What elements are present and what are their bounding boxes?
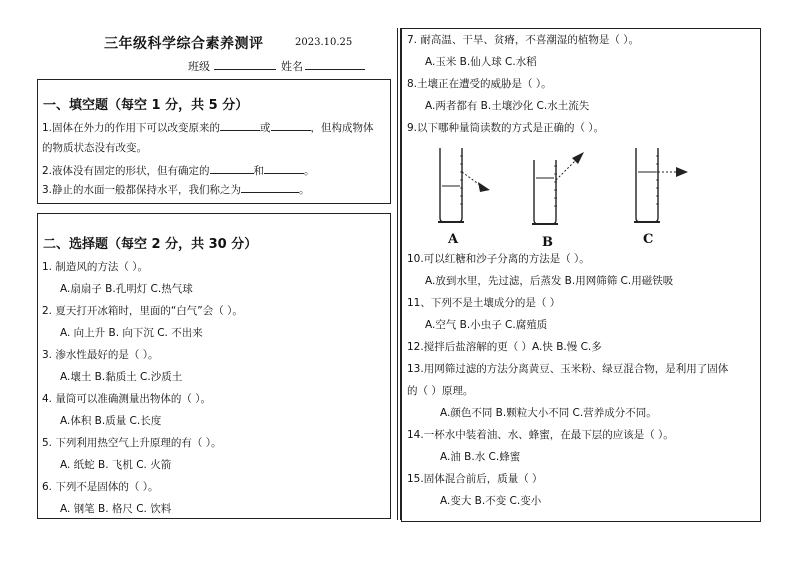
name-label: 姓名 <box>281 60 303 73</box>
fill-q1-blank2[interactable] <box>271 120 311 131</box>
q14-stem: 14.一杯水中装着油、水、蜂蜜，在最下层的应该是（ ）。 <box>407 429 674 441</box>
fill-q1-text-c: ，但构成物体 <box>310 122 374 134</box>
fill-q1-text-a: 1.固体在外力的作用下可以改变原来的 <box>42 122 221 134</box>
cylinder-b-label: B <box>542 235 553 250</box>
cylinder-b-figure <box>524 146 590 228</box>
fill-q2-blank2[interactable] <box>264 163 304 174</box>
column-divider-left <box>397 28 398 520</box>
choice-q5-stem: 5. 下列利用热空气上升原理的有（ ）。 <box>42 437 222 449</box>
fill-q2-text-b: 和 <box>253 165 265 177</box>
q12-stem[interactable]: 12.搅拌后盐溶解的更（ ）A.快 B.慢 C.多 <box>407 341 602 353</box>
choice-q2-stem: 2. 夏天打开冰箱时，里面的“白气”会（ ）。 <box>42 305 243 317</box>
q7-stem: 7. 耐高温、干旱、贫瘠，不喜潮湿的植物是（ ）。 <box>407 34 639 46</box>
q7-options[interactable]: A.玉米 B.仙人球 C.水稻 <box>425 56 537 68</box>
fill-q2 <box>42 163 315 178</box>
choice-q4-options[interactable]: A.体积 B.质量 C.长度 <box>60 415 162 427</box>
choice-q3-stem: 3. 渗水性最好的是（ ）。 <box>42 349 159 361</box>
q9-stem: 9.以下哪种量筒读数的方式是正确的（ ）。 <box>407 122 605 134</box>
cylinder-c-label: C <box>643 232 654 247</box>
fill-q1-line2: 的物质状态没有改变。 <box>42 142 147 154</box>
cylinder-a-label: A <box>448 232 459 247</box>
q8-stem: 8.土壤正在遭受的威胁是（ ）。 <box>407 78 552 90</box>
cylinder-a-figure <box>434 146 496 226</box>
fill-q3-blank[interactable] <box>241 182 299 193</box>
q15-options[interactable]: A.变大 B.不变 C.变小 <box>440 495 542 507</box>
page-title: 三年级科学综合素养测评 <box>104 36 264 52</box>
fill-q1-line1 <box>42 120 374 135</box>
fill-q2-text-a: 2.液体没有固定的形状，但有确定的 <box>42 165 210 177</box>
q11-options[interactable]: A.空气 B.小虫子 C.腐殖质 <box>425 319 548 331</box>
fill-q1-text-b: 或 <box>260 122 271 134</box>
q13-stem: 13.用网筛过滤的方法分离黄豆、玉米粉、绿豆混合物，是利用了固体 <box>407 363 729 375</box>
choice-q5-options[interactable]: A. 纸蛇 B. 飞机 C. 火箭 <box>60 459 172 471</box>
choice-q3-options[interactable]: A.壤土 B.黏质土 C.沙质土 <box>60 371 183 383</box>
q10-options[interactable]: A.放到水里，先过滤，后蒸发 B.用网筛筛 C.用磁铁吸 <box>425 275 674 287</box>
q11-stem: 11、下列不是土壤成分的是（ ） <box>407 297 561 309</box>
class-blank[interactable] <box>214 69 276 70</box>
q8-options[interactable]: A.两者都有 B.土壤沙化 C.水土流失 <box>425 100 590 112</box>
q13-stem-line2: 的（ ）原理。 <box>407 385 474 397</box>
fill-q3-text-b: 。 <box>299 184 310 196</box>
choice-q2-options[interactable]: A. 向上升 B. 向下沉 C. 不出来 <box>60 327 203 339</box>
fill-q1-blank1[interactable] <box>220 120 260 131</box>
name-blank[interactable] <box>305 69 365 70</box>
choice-q6-options[interactable]: A. 钢笔 B. 格尺 C. 饮料 <box>60 503 172 515</box>
fill-q3 <box>42 182 310 197</box>
choice-q1-stem: 1. 制造风的方法（ ）。 <box>42 261 148 273</box>
fill-q2-text-c: 。 <box>304 165 315 177</box>
fill-q3-text-a: 3.静止的水面一般都保持水平，我们称之为 <box>42 184 242 196</box>
class-label: 班级 <box>188 60 210 73</box>
choice-q6-stem: 6. 下列不是固体的（ ）。 <box>42 481 159 493</box>
exam-date: 2023.10.25 <box>295 37 353 48</box>
cylinder-c-figure <box>628 146 692 226</box>
section1-heading: 一、填空题（每空 1 分，共 5 分） <box>43 98 249 113</box>
q15-stem: 15.固体混合前后，质量（ ） <box>407 473 543 485</box>
fill-q2-blank1[interactable] <box>210 163 254 174</box>
choice-q1-options[interactable]: A.扇扇子 B.孔明灯 C.热气球 <box>60 283 193 295</box>
section2-heading: 二、选择题（每空 2 分，共 30 分） <box>43 237 258 252</box>
q10-stem: 10.可以红糖和沙子分离的方法是（ ）。 <box>407 253 590 265</box>
q14-options[interactable]: A.油 B.水 C.蜂蜜 <box>440 451 521 463</box>
q13-options[interactable]: A.颜色不同 B.颗粒大小不同 C.营养成分不同。 <box>440 407 657 419</box>
choice-q4-stem: 4. 量筒可以准确测量出物体的（ ）。 <box>42 393 211 405</box>
